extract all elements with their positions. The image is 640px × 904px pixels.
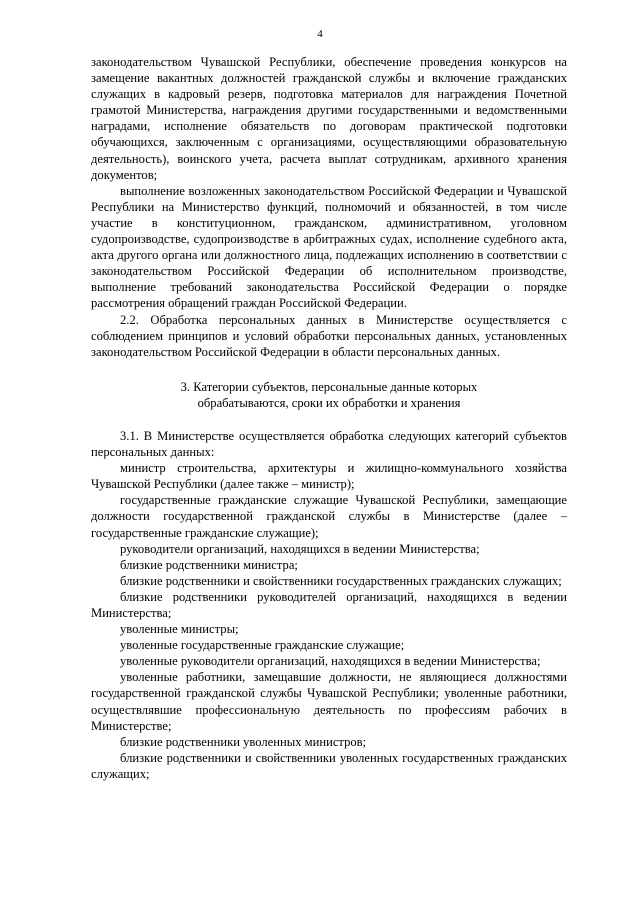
list-item: уволенные руководители организаций, находящихся в ведении Министерства; <box>120 654 541 669</box>
list-item: руководители организаций, находящихся в ведении Министерства; <box>120 541 480 556</box>
section-heading <box>91 379 567 411</box>
section-heading-line2: обрабатываются, сроки их обработки и хранения <box>197 395 461 410</box>
paragraph-continuation: законодательством Чувашской Республики, обеспечение проведения конкурсов на замещение вакантных должностей гражданской службы и включение гражданских служащих в кадровый резерв, подготовка материалов для награждения Почетной грамотой Министерства, награждения другими государственными и ведомственными наградами, исполнение обязательств по договорам практической подготовки обучающихся, заключенным с организациями, осуществляющими образовательную деятельность), воинского учета, расчета выплат сотрудникам, архивного хранения документов; <box>91 55 567 182</box>
list-item: уволенные государственные гражданские служащие; <box>120 638 405 653</box>
list-item: близкие родственники уволенных министров; <box>120 734 367 749</box>
paragraph-3-1: 3.1. В Министерстве осуществляется обработка следующих категорий субъектов персональных данных: <box>91 428 567 460</box>
list-item: близкие родственники руководителей организаций, находящихся в ведении Министерства; <box>91 589 567 620</box>
paragraph-functions: выполнение возложенных законодательством Российской Федерации и Чувашской Республики на Министерство функций, полномочий и обязанностей, в том числе участие в конституционном, гражданском, административном, уголовном судопроизводстве, судопроизводстве в арбитражных судах, исполнение судебного акта, акта другого органа или должностного лица, подлежащих исполнению в соответствии с законодательством Российской Федерации об исполнительном производстве, выполнение требований законодательства Российской Федерации о порядке рассмотрения обращений граждан Российской Федерации. <box>91 183 567 311</box>
document-body <box>91 54 567 782</box>
page-number: 4 <box>317 28 323 40</box>
list-item: государственные гражданские служащие Чувашской Республики, замещающие должности государственной гражданской службы в Министерстве (далее – государственные гражданские служащие); <box>91 493 567 540</box>
list-item: уволенные работники, замещавшие должности, не являющиеся должностями государственной гражданской службы Чувашской Республики; уволенные работники, осуществлявшие профессиональную деятельность по профессиям рабочих в Министерстве; <box>91 670 567 733</box>
paragraph-2-2: 2.2. Обработка персональных данных в Министерстве осуществляется с соблюдением принципов и условий обработки персональных данных, установленных законодательством Российской Федерации в области персональных данных. <box>91 312 567 359</box>
section-heading-line1: 3. Категории субъектов, персональные данные которых <box>180 379 478 394</box>
list-item: уволенные министры; <box>120 622 239 637</box>
list-item: близкие родственники и свойственники уволенных государственных гражданских служащих; <box>91 750 567 781</box>
list-item: близкие родственники и свойственники государственных гражданских служащих; <box>120 573 562 588</box>
list-item: министр строительства, архитектуры и жилищно-коммунального хозяйства Чувашской Республики (далее также – министр); <box>91 461 567 492</box>
list-item: близкие родственники министра; <box>120 557 298 572</box>
